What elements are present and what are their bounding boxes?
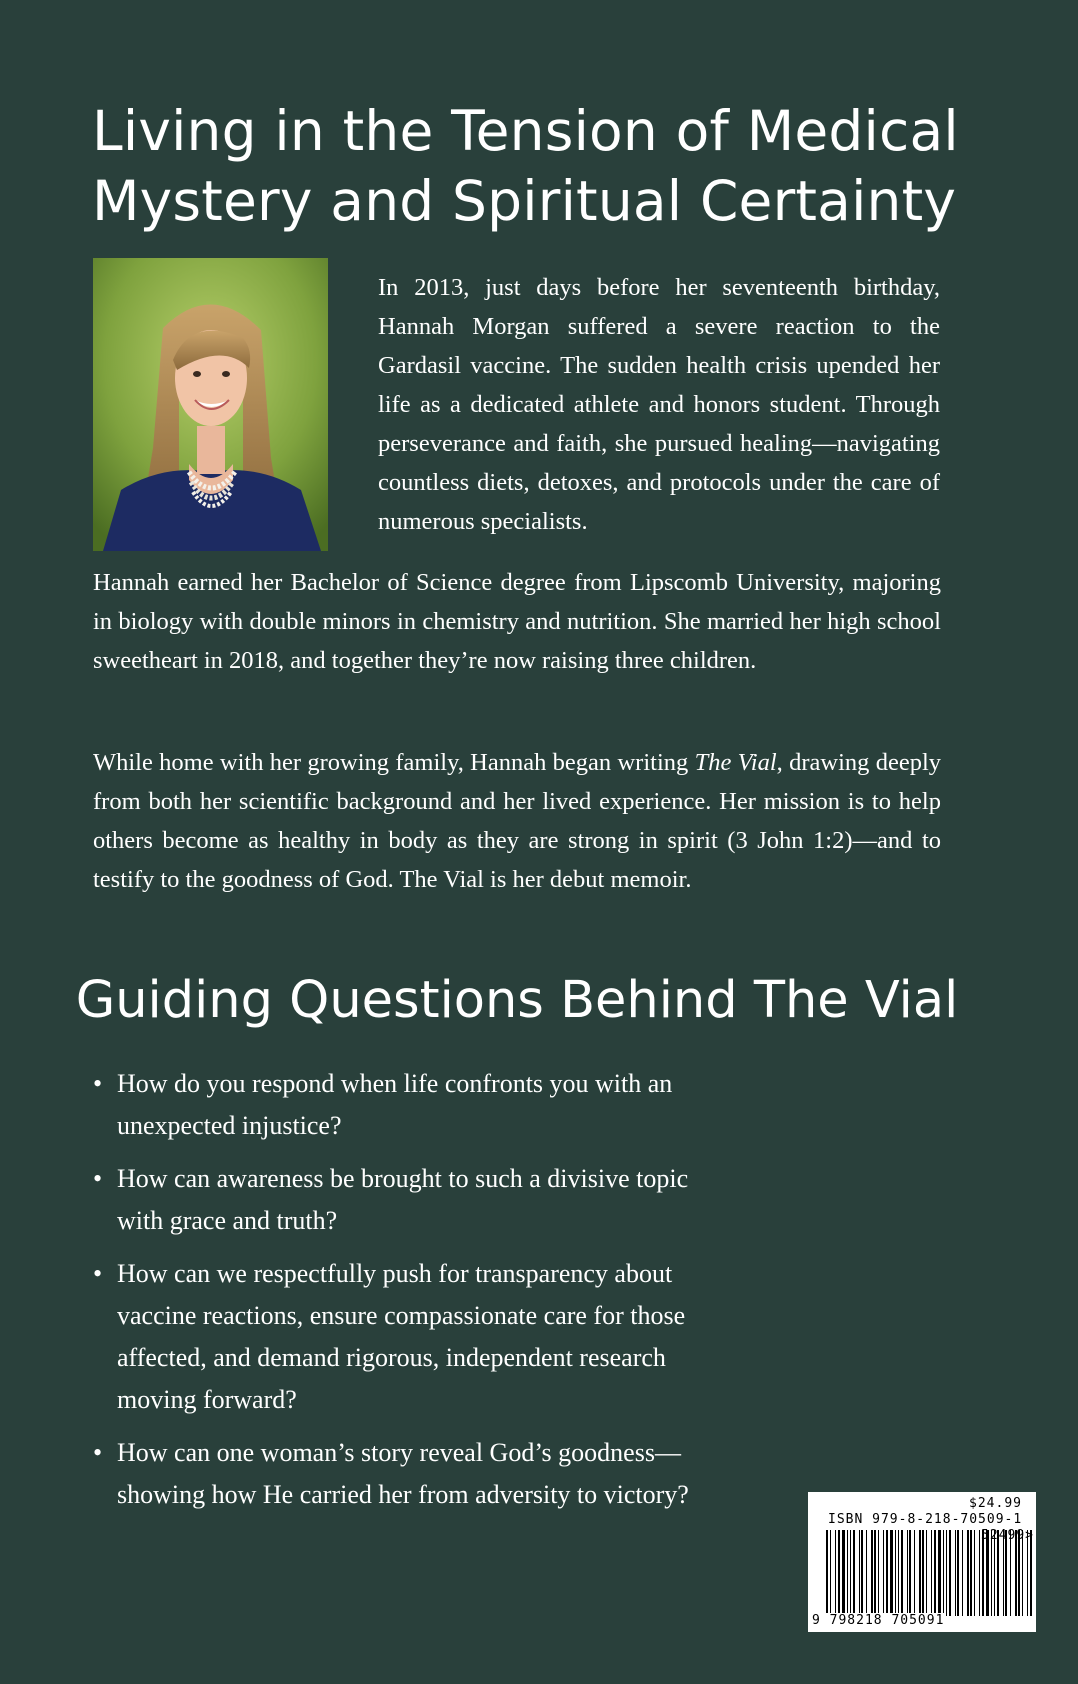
question-item: • How can awareness be brought to such a divisive topic with grace and truth? [93,1158,717,1242]
bio-paragraph-3 [93,743,941,899]
barcode-bar [878,1530,879,1616]
barcode-bar [850,1530,851,1616]
barcode-bar [943,1530,944,1616]
barcode-bar [886,1530,888,1616]
bio-paragraph-3-start: While home with her growing family, Hannah began writing [93,749,695,776]
bio-paragraph-3-end: , drawing deeply from both her scientific background and her lived experience. Her mission is to help others become as healthy in body as they are strong in spirit (3 John 1:2)—and to testify to the goodness of God. The Vial is her debut memoir. [93,749,941,893]
barcode-bar [922,1530,924,1616]
barcode-bar [909,1530,911,1616]
barcode-bar [861,1530,863,1616]
barcode-bar [907,1530,908,1616]
question-item: • How do you respond when life confronts you with an unexpected injustice? [93,1063,737,1147]
barcode-bar [957,1530,959,1616]
barcode-bar [938,1530,941,1616]
barcode-bar [859,1530,860,1616]
barcode-bar [914,1530,915,1616]
bio-paragraph-2: Hannah earned her Bachelor of Science degree from Lipscomb University, majoring in biology with double minors in chemistry and nutrition. She married her high school sweetheart in 2018, and together they’re now raising three children. [93,569,941,674]
question-item: • How can one woman’s story reveal God’s goodness—showing how He carried her from adversity to victory? [93,1432,697,1516]
barcode-bar [955,1530,956,1616]
barcode-bar [967,1530,969,1616]
headline [92,96,992,236]
author-photo [93,258,328,551]
barcode-bar [934,1530,936,1616]
barcode-bar [871,1530,873,1616]
barcode-bar [949,1530,951,1616]
barcode-bar [901,1530,903,1616]
barcode-bar [926,1530,927,1616]
barcode-bar [970,1530,972,1616]
barcode-price: $24.99 [969,1496,1022,1511]
barcode-bar [853,1530,855,1616]
barcode-bar [895,1530,896,1616]
barcode-bar [931,1530,932,1616]
book-title: The Vial [694,749,777,776]
bio-paragraph-1: In 2013, just days before her seventeenth birthday, Hannah Morgan suffered a severe reaction to the Gardasil vaccine. The sudden health crisis upended her life as a dedicated athlete and honors student. Through perseverance and faith, she pursued healing—navigating countless diets, detoxes, and protocols under the care of numerous specialists. [378,274,940,535]
questions-heading: Guiding Questions Behind The Vial [75,971,959,1030]
barcode-bar [830,1530,831,1616]
barcode-bar [974,1530,975,1616]
barcode-bar [979,1530,980,1616]
question-item: • How can we respectfully push for transparency about vaccine reactions, ensure compassionate care for those affected, and demand rigorous, independent research moving forward? [93,1253,697,1421]
barcode-bar [946,1530,947,1616]
barcode-bar [866,1530,867,1616]
headline-line-2: Mystery and Spiritual Certainty [92,169,957,233]
barcode-bar [874,1530,876,1616]
barcode-bar [842,1530,845,1616]
barcode-bar [847,1530,848,1616]
barcode-bar [919,1530,921,1616]
barcode-isbn: ISBN 979-8-218-70509-1 [828,1512,1023,1527]
barcode-bar [890,1530,893,1616]
barcode-digits: 9 798218 705091 [812,1613,945,1628]
barcode-bar [838,1530,840,1616]
barcode-addon: 52499> [981,1528,1034,1543]
barcode-bar [883,1530,884,1616]
barcode-bar [835,1530,836,1616]
questions-list [93,1063,743,1527]
barcode-bar [962,1530,963,1616]
barcode-bar [898,1530,899,1616]
barcode-bar [826,1530,828,1616]
isbn-barcode [808,1492,1036,1632]
headline-line-1: Living in the Tension of Medical [92,99,959,163]
